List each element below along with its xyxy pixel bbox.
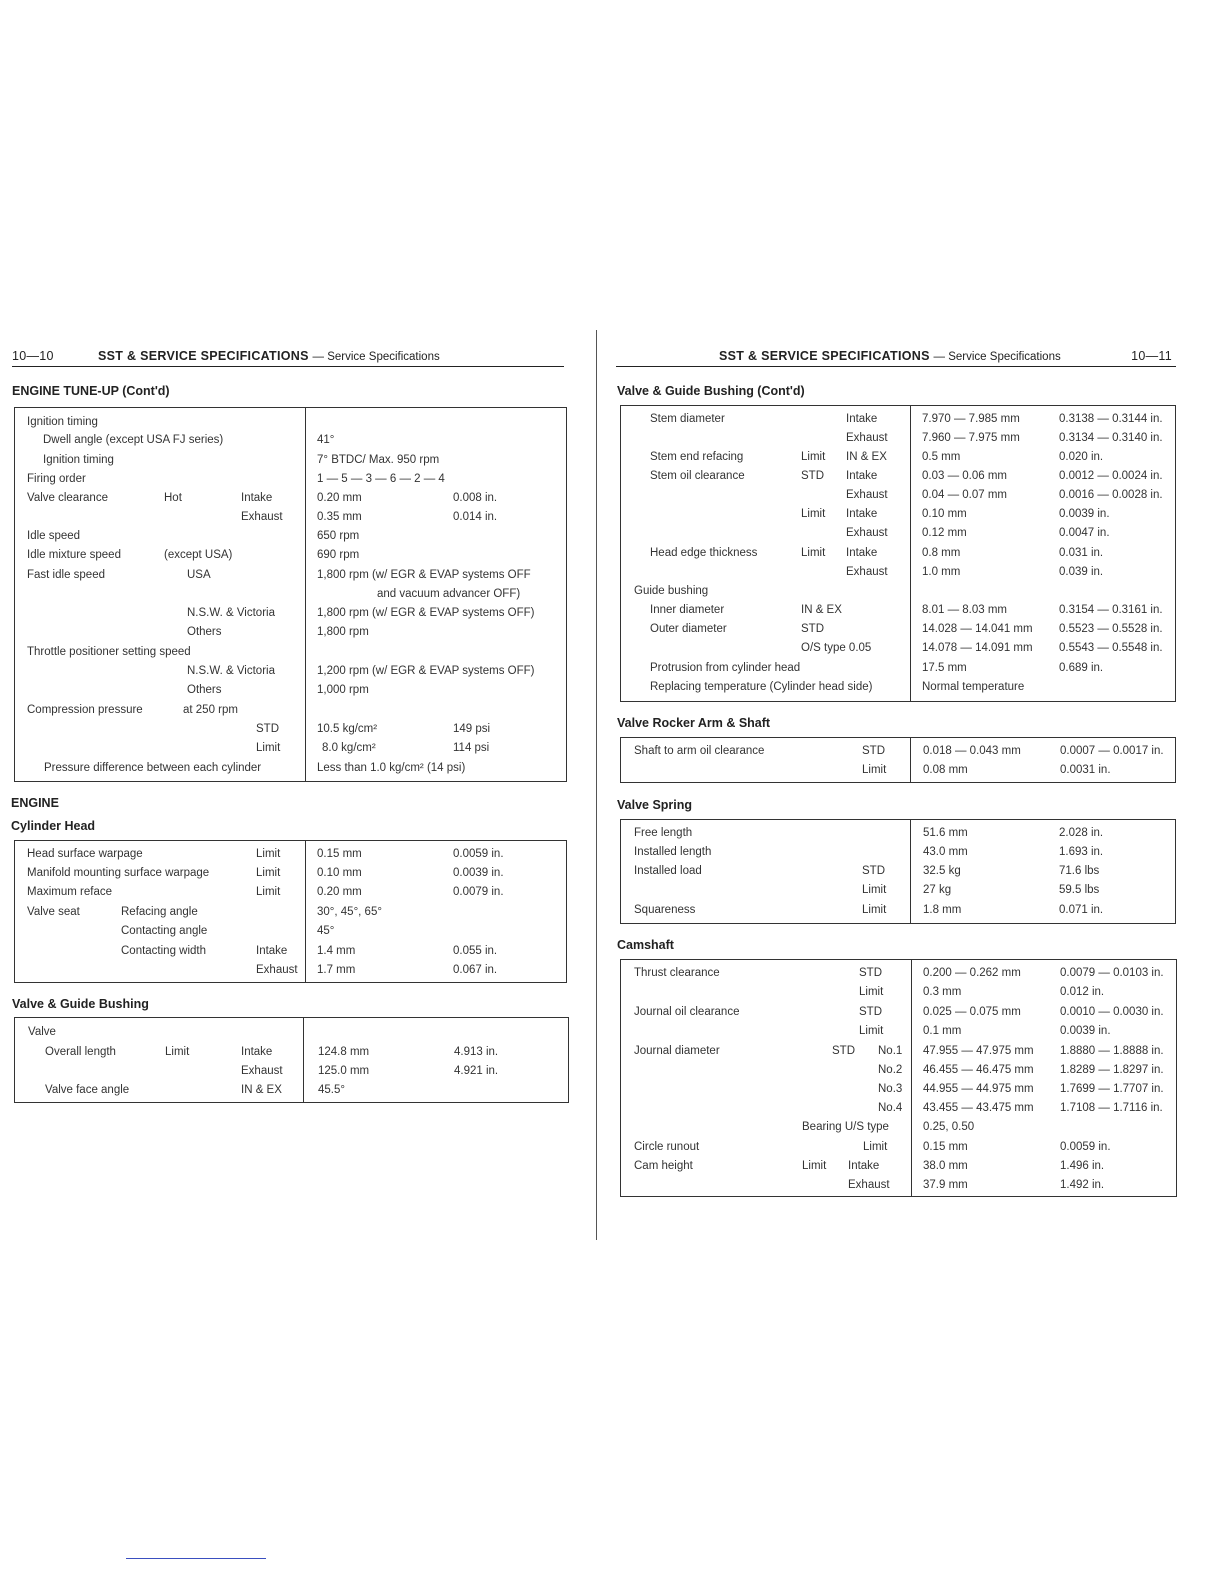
row-label: Fast idle speed xyxy=(27,569,105,581)
row-sub: STD xyxy=(862,745,885,757)
row-sub: Limit xyxy=(859,986,884,998)
valve-guide-contd-table xyxy=(620,405,1176,702)
row-label: Protrusion from cylinder head xyxy=(650,662,801,674)
row-value-in: 1.693 in. xyxy=(1059,846,1104,858)
row-value-mm: 14.028 — 14.041 mm xyxy=(922,623,1033,635)
row-value-mm: 0.018 — 0.043 mm xyxy=(923,745,1021,757)
row-value: 1,800 rpm xyxy=(317,626,369,638)
row-sub: Intake xyxy=(241,1046,273,1058)
row-value-mm: 0.5 mm xyxy=(922,451,961,463)
row-cond: Refacing angle xyxy=(121,906,198,918)
row-sub: Limit xyxy=(862,764,887,776)
row-value-in: 0.0079 in. xyxy=(453,886,504,898)
col-divider xyxy=(911,960,912,1196)
row-label: Head surface warpage xyxy=(27,848,143,860)
row-value-mm: 14.078 — 14.091 mm xyxy=(922,642,1033,654)
row-sub: Intake xyxy=(846,547,878,559)
row-sub: Intake xyxy=(256,945,288,957)
row-sub: Intake xyxy=(241,492,273,504)
row-value-mm: 124.8 mm xyxy=(318,1046,370,1058)
left-header-sub: — Service Specifications xyxy=(312,351,440,363)
row-value-in: 71.6 lbs xyxy=(1059,865,1100,877)
row-value-mm: 0.10 mm xyxy=(317,867,362,879)
row-sub: Exhaust xyxy=(256,964,298,976)
row-value: and vacuum advancer OFF) xyxy=(377,588,521,600)
row-label: Stem diameter xyxy=(650,413,725,425)
row-value-in: 0.3154 — 0.3161 in. xyxy=(1059,604,1163,616)
row-cond: Limit xyxy=(801,451,826,463)
row-value: Less than 1.0 kg/cm² (14 psi) xyxy=(317,762,466,774)
row-cond: Limit xyxy=(801,508,826,520)
row-label: Valve xyxy=(28,1026,56,1038)
row-value-mm: 0.12 mm xyxy=(922,527,967,539)
row-label: Circle runout xyxy=(634,1141,700,1153)
col-divider xyxy=(910,738,911,782)
row-value-mm: 7.960 — 7.975 mm xyxy=(922,432,1020,444)
valve-guide-table xyxy=(14,1017,569,1103)
row-cond: Limit xyxy=(801,547,826,559)
row-value: 45.5° xyxy=(318,1084,345,1096)
row-value-mm: 1.8 mm xyxy=(923,904,962,916)
row-cond: STD xyxy=(801,470,824,482)
row-cond: Limit xyxy=(802,1160,827,1172)
row-value: 41° xyxy=(317,434,335,446)
row-value-mm: 0.20 mm xyxy=(317,492,362,504)
row-sub: Limit xyxy=(256,886,281,898)
row-sub: Limit xyxy=(256,867,281,879)
engine-title: ENGINE xyxy=(11,796,59,810)
row-sub: Limit xyxy=(256,848,281,860)
row-label: Guide bushing xyxy=(634,585,709,597)
row-cond: Limit xyxy=(165,1046,190,1058)
row-value-in: 0.0012 — 0.0024 in. xyxy=(1059,470,1163,482)
row-value-in: 0.067 in. xyxy=(453,964,498,976)
row-sub: IN & EX xyxy=(241,1084,282,1096)
row-value-in: 0.055 in. xyxy=(453,945,498,957)
row-value-in: 114 psi xyxy=(453,742,490,754)
row-value-in: 0.0079 — 0.0103 in. xyxy=(1060,967,1164,979)
row-value-mm: 38.0 mm xyxy=(923,1160,968,1172)
valve-guide-contd-title: Valve & Guide Bushing (Cont'd) xyxy=(617,384,805,398)
row-cond: Hot xyxy=(164,492,182,504)
row-value-mm: 43.455 — 43.475 mm xyxy=(923,1102,1034,1114)
row-value-in: 0.012 in. xyxy=(1060,986,1105,998)
row-value-in: 4.921 in. xyxy=(454,1065,499,1077)
row-value-mm: 0.04 — 0.07 mm xyxy=(922,489,1008,501)
row-sub: Intake xyxy=(846,470,878,482)
row-sub: STD xyxy=(859,1006,882,1018)
row-value-in: 0.5543 — 0.5548 in. xyxy=(1059,642,1163,654)
left-header-title: SST & SERVICE SPECIFICATIONS — Service Specifications xyxy=(98,349,440,363)
row-value-mm: 7.970 — 7.985 mm xyxy=(922,413,1020,425)
row-sub: No.3 xyxy=(878,1083,903,1095)
row-value: 1,800 rpm (w/ EGR & EVAP systems OFF) xyxy=(317,607,535,619)
row-label: Thrust clearance xyxy=(634,967,720,979)
right-header-sub: — Service Specifications xyxy=(933,351,1061,363)
row-label: Shaft to arm oil clearance xyxy=(634,745,765,757)
row-value-in: 0.031 in. xyxy=(1059,547,1104,559)
row-value-in: 0.5523 — 0.5528 in. xyxy=(1059,623,1163,635)
row-sub: No.2 xyxy=(878,1064,903,1076)
row-value-mm: 27 kg xyxy=(923,884,952,896)
row-value-in: 0.0031 in. xyxy=(1060,764,1111,776)
row-value-mm: 1.4 mm xyxy=(317,945,356,957)
row-value: 1 — 5 — 3 — 6 — 2 — 4 xyxy=(317,473,445,485)
row-value-in: 1.7699 — 1.7707 in. xyxy=(1060,1083,1164,1095)
row-value-mm: 37.9 mm xyxy=(923,1179,968,1191)
row-value-in: 0.0059 in. xyxy=(453,848,504,860)
right-page-number: 10—11 xyxy=(1131,349,1172,363)
row-sub: Exhaust xyxy=(846,489,888,501)
row-value-mm: 0.08 mm xyxy=(923,764,968,776)
col-divider xyxy=(303,1018,304,1102)
row-cond: STD xyxy=(832,1045,855,1057)
col-divider xyxy=(305,408,306,781)
row-label: Dwell angle (except USA FJ series) xyxy=(43,434,224,446)
tuneup-title: ENGINE TUNE-UP (Cont'd) xyxy=(12,384,170,398)
row-value-in: 1.7108 — 1.7116 in. xyxy=(1060,1102,1163,1114)
row-value-mm: 0.03 — 0.06 mm xyxy=(922,470,1008,482)
row-sub: Limit xyxy=(859,1025,884,1037)
row-label: Maximum reface xyxy=(27,886,112,898)
row-label: Cam height xyxy=(634,1160,693,1172)
row-value-in: 2.028 in. xyxy=(1059,827,1104,839)
row-value: 45° xyxy=(317,925,335,937)
row-value-mm: 0.10 mm xyxy=(922,508,967,520)
row-value: 0.25, 0.50 xyxy=(923,1121,975,1133)
col-divider xyxy=(910,820,911,923)
row-sub: STD xyxy=(859,967,882,979)
row-label: Ignition timing xyxy=(27,416,98,428)
row-value-in: 0.0039 in. xyxy=(1059,508,1110,520)
row-value-in: 0.0047 in. xyxy=(1059,527,1110,539)
row-value-mm: 0.15 mm xyxy=(317,848,362,860)
row-label: Overall length xyxy=(45,1046,116,1058)
row-label: Stem end refacing xyxy=(650,451,744,463)
row-value-mm: 32.5 kg xyxy=(923,865,961,877)
valve-spring-table xyxy=(620,819,1176,924)
row-value-in: 0.0059 in. xyxy=(1060,1141,1111,1153)
row-cond: Others xyxy=(187,684,222,696)
row-label: Squareness xyxy=(634,904,696,916)
row-value: 1,200 rpm (w/ EGR & EVAP systems OFF) xyxy=(317,665,535,677)
row-cond: Contacting angle xyxy=(121,925,208,937)
row-value-in: 59.5 lbs xyxy=(1059,884,1100,896)
row-sub: Exhaust xyxy=(848,1179,890,1191)
row-value-mm: 1.0 mm xyxy=(922,566,961,578)
row-value-mm: 17.5 mm xyxy=(922,662,967,674)
row-sub: Intake xyxy=(846,508,878,520)
row-value-in: 0.0007 — 0.0017 in. xyxy=(1060,745,1164,757)
row-label: Installed load xyxy=(634,865,702,877)
row-value: 1,000 rpm xyxy=(317,684,369,696)
row-label: Valve seat xyxy=(27,906,80,918)
row-value-mm: 0.35 mm xyxy=(317,511,362,523)
row-label: Pressure difference between each cylinder xyxy=(44,762,262,774)
row-label: Throttle positioner setting speed xyxy=(27,646,191,658)
row-sub: Limit xyxy=(862,904,887,916)
row-label: Journal oil clearance xyxy=(634,1006,740,1018)
row-value: 690 rpm xyxy=(317,549,360,561)
row-value-in: 0.0039 in. xyxy=(453,867,504,879)
row-value-in: 0.008 in. xyxy=(453,492,498,504)
row-value-in: 1.496 in. xyxy=(1060,1160,1105,1172)
left-page-number: 10—10 xyxy=(12,349,54,363)
row-value-in: 0.3134 — 0.3140 in. xyxy=(1059,432,1163,444)
cylinder-head-title: Cylinder Head xyxy=(11,819,96,833)
row-value-mm: 0.1 mm xyxy=(923,1025,962,1037)
row-value-mm: 0.20 mm xyxy=(317,886,362,898)
row-value-mm: 0.8 mm xyxy=(922,547,961,559)
row-cond: Contacting width xyxy=(121,945,207,957)
row-sub: Exhaust xyxy=(241,1065,283,1077)
row-cond: USA xyxy=(187,569,211,581)
row-label: Idle mixture speed xyxy=(27,549,121,561)
footer-rule xyxy=(126,1558,266,1559)
valve-guide-title: Valve & Guide Bushing xyxy=(12,997,149,1011)
left-page-header xyxy=(12,346,564,367)
row-value-mm: 10.5 kg/cm² xyxy=(317,723,378,735)
row-label: Outer diameter xyxy=(650,623,727,635)
row-sub: STD xyxy=(256,723,279,735)
row-value-in: 0.014 in. xyxy=(453,511,498,523)
row-cond: (except USA) xyxy=(164,549,233,561)
tuneup-table xyxy=(14,407,567,782)
row-value-in: 0.020 in. xyxy=(1059,451,1104,463)
row-sub: No.4 xyxy=(878,1102,903,1114)
row-cond: N.S.W. & Victoria xyxy=(187,607,275,619)
row-label: Free length xyxy=(634,827,693,839)
row-value-mm: 44.955 — 44.975 mm xyxy=(923,1083,1034,1095)
row-value: Normal temperature xyxy=(922,681,1025,693)
row-label: Inner diameter xyxy=(650,604,725,616)
row-value-in: 0.3138 — 0.3144 in. xyxy=(1059,413,1163,425)
row-label: Manifold mounting surface warpage xyxy=(27,867,210,879)
row-sub: No.1 xyxy=(878,1045,903,1057)
row-value: 650 rpm xyxy=(317,530,360,542)
row-value-in: 0.689 in. xyxy=(1059,662,1104,674)
row-sub: IN & EX xyxy=(846,451,887,463)
row-label: Stem oil clearance xyxy=(650,470,745,482)
camshaft-title: Camshaft xyxy=(617,938,674,952)
col-divider xyxy=(910,406,911,701)
row-value-in: 0.0010 — 0.0030 in. xyxy=(1060,1006,1164,1018)
row-label: Ignition timing xyxy=(43,454,114,466)
row-value-mm: 0.15 mm xyxy=(923,1141,968,1153)
row-sub: Limit xyxy=(863,1141,888,1153)
row-label: Journal diameter xyxy=(634,1045,720,1057)
row-value-in: 1.8880 — 1.8888 in. xyxy=(1060,1045,1164,1057)
row-value-mm: 0.025 — 0.075 mm xyxy=(923,1006,1021,1018)
row-value-in: 0.039 in. xyxy=(1059,566,1104,578)
row-label: Valve clearance xyxy=(27,492,108,504)
row-cond: STD xyxy=(801,623,824,635)
row-cond: Others xyxy=(187,626,222,638)
row-label: Installed length xyxy=(634,846,712,858)
row-cond: at 250 rpm xyxy=(183,704,238,716)
row-value-in: 149 psi xyxy=(453,723,491,735)
camshaft-table xyxy=(620,959,1177,1197)
row-sub: Exhaust xyxy=(846,527,888,539)
row-value-mm: 43.0 mm xyxy=(923,846,968,858)
row-sub: Limit xyxy=(256,742,281,754)
row-sub: Intake xyxy=(846,413,878,425)
rocker-table xyxy=(620,737,1176,783)
row-label: Replacing temperature (Cylinder head side) xyxy=(650,681,873,693)
row-label: Firing order xyxy=(27,473,86,485)
row-value-in: 1.8289 — 1.8297 in. xyxy=(1060,1064,1164,1076)
row-value-mm: 1.7 mm xyxy=(317,964,356,976)
col-divider xyxy=(305,841,306,982)
valve-spring-title: Valve Spring xyxy=(617,798,693,812)
row-cond: N.S.W. & Victoria xyxy=(187,665,275,677)
right-header-title: SST & SERVICE SPECIFICATIONS — Service Specifications xyxy=(719,349,1061,363)
row-value-in: 1.492 in. xyxy=(1060,1179,1105,1191)
cylinder-head-table xyxy=(14,840,567,983)
row-value-in: 0.0016 — 0.0028 in. xyxy=(1059,489,1163,501)
row-sub: STD xyxy=(862,865,885,877)
row-value: 7° BTDC/ Max. 950 rpm xyxy=(317,454,440,466)
row-label: Compression pressure xyxy=(27,704,143,716)
row-label: Valve face angle xyxy=(45,1084,130,1096)
row-value-in: 0.071 in. xyxy=(1059,904,1104,916)
row-value-mm: 125.0 mm xyxy=(318,1065,370,1077)
row-value-mm: 51.6 mm xyxy=(923,827,968,839)
row-cond: IN & EX xyxy=(801,604,842,616)
row-value-mm: 47.955 — 47.975 mm xyxy=(923,1045,1034,1057)
right-page-header xyxy=(616,346,1176,367)
row-value-in: 4.913 in. xyxy=(454,1046,499,1058)
row-value-mm: 0.3 mm xyxy=(923,986,962,998)
row-sub: Limit xyxy=(862,884,887,896)
row-value-mm: 0.200 — 0.262 mm xyxy=(923,967,1021,979)
row-label: Head edge thickness xyxy=(650,547,758,559)
row-cond: Bearing U/S type xyxy=(802,1121,889,1133)
row-value: 30°, 45°, 65° xyxy=(317,906,382,918)
page-gutter-divider xyxy=(596,330,597,1240)
row-value-mm: 8.01 — 8.03 mm xyxy=(922,604,1008,616)
row-cond: O/S type 0.05 xyxy=(801,642,872,654)
row-value-mm: 46.455 — 46.475 mm xyxy=(923,1064,1034,1076)
row-value-in: 0.0039 in. xyxy=(1060,1025,1111,1037)
row-sub: Exhaust xyxy=(241,511,283,523)
row-value-mm: 8.0 kg/cm² xyxy=(322,742,376,754)
row-value: 1,800 rpm (w/ EGR & EVAP systems OFF xyxy=(317,569,531,581)
row-sub: Exhaust xyxy=(846,566,888,578)
row-sub: Exhaust xyxy=(846,432,888,444)
rocker-title: Valve Rocker Arm & Shaft xyxy=(617,716,771,730)
row-label: Idle speed xyxy=(27,530,81,542)
row-sub: Intake xyxy=(848,1160,880,1172)
